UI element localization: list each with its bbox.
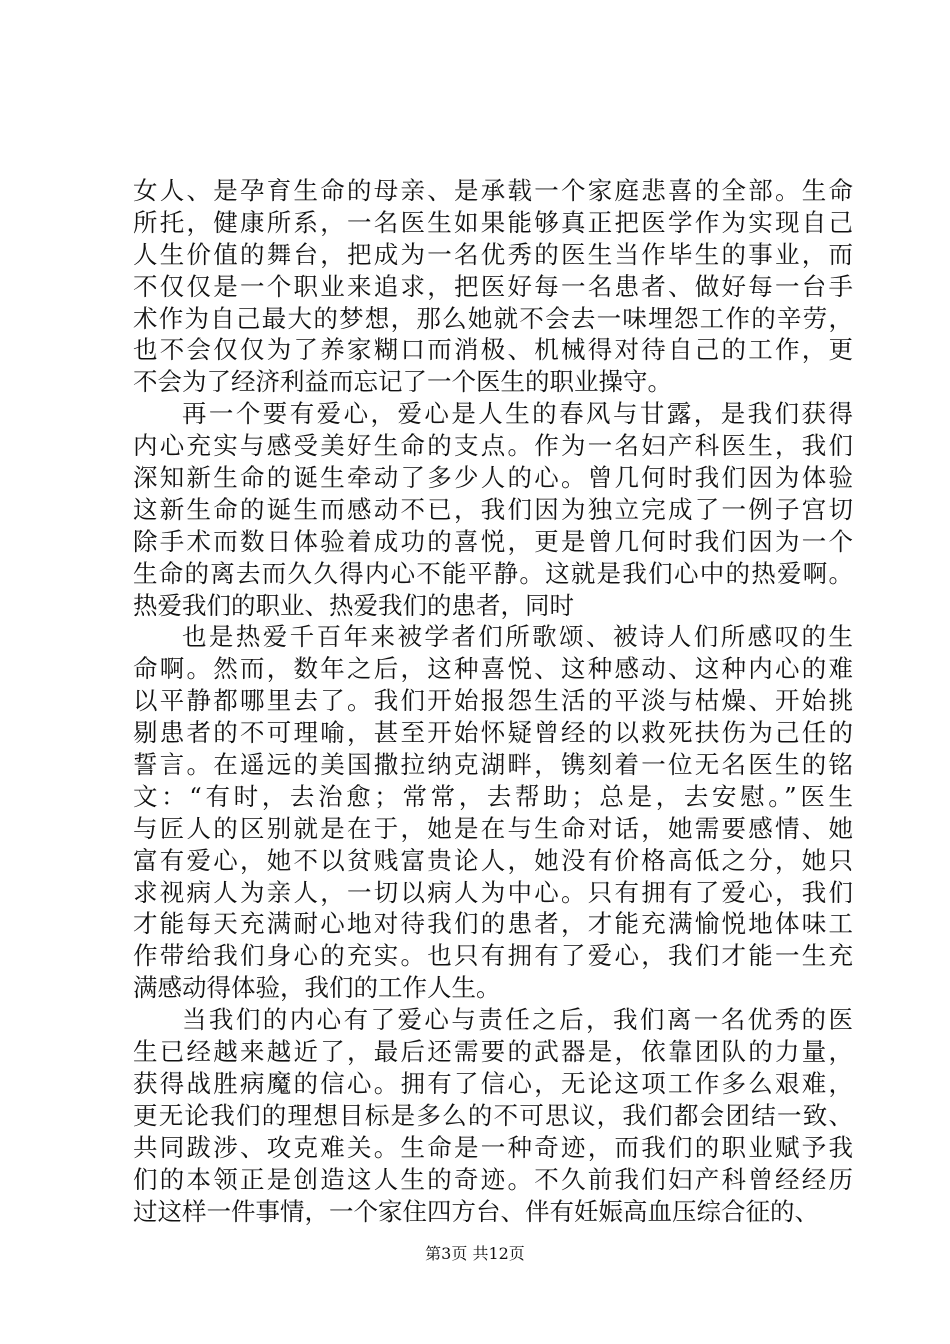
text-line: 剔患者的不可理喻，甚至开始怀疑曾经的以救死扶伤为己任的 (133, 718, 853, 748)
text-line: 女人、是孕育生命的母亲、是承载一个家庭悲喜的全部。生命 (133, 176, 853, 205)
text-line: 再一个要有爱心，爱心是人生的春风与甘露，是我们获得 (182, 399, 853, 429)
text-line: 满感动得体验，我们的工作人生。 (133, 973, 501, 1003)
text-line: 获得战胜病魔的信心。拥有了信心，无论这项工作多么艰难， (133, 1068, 853, 1098)
text-line: 当我们的内心有了爱心与责任之后，我们离一名优秀的医 (182, 1005, 853, 1035)
text-line: 内心充实与感受美好生命的支点。作为一名妇产科医生，我们 (133, 431, 853, 461)
text-line: 文：“有时，去治愈；常常，去帮助；总是，去安慰。”医生 (133, 781, 853, 811)
text-line: 除手术而数日体验着成功的喜悦，更是曾几何时我们因为一个 (133, 526, 853, 556)
text-line: 誓言。在遥远的美国撒拉纳克湖畔，镌刻着一位无名医生的铭 (133, 750, 853, 780)
text-line: 不仅仅是一个职业来追求，把医好每一名患者、做好每一台手 (133, 271, 853, 301)
paragraph (133, 621, 853, 1004)
page-footer: 第3页 共12页 (425, 1244, 525, 1263)
text-line: 这新生命的诞生而感动不已，我们因为独立完成了一例子宫切 (133, 494, 853, 524)
text-line: 作带给我们身心的充实。也只有拥有了爱心，我们才能一生充 (133, 941, 853, 971)
text-line: 以平静都哪里去了。我们开始报怨生活的平淡与枯燥、开始挑 (133, 686, 853, 716)
text-line: 深知新生命的诞生牵动了多少人的心。曾几何时我们因为体验 (133, 463, 853, 493)
text-line: 也是热爱千百年来被学者们所歌颂、被诗人们所感叹的生 (182, 622, 853, 652)
text-line: 所托，健康所系，一名医生如果能够真正把医学作为实现自己 (133, 207, 853, 237)
text-line: 人生价值的舞台，把成为一名优秀的医生当作毕生的事业，而 (133, 239, 853, 269)
text-line: 与匠人的区别就是在于，她是在与生命对话，她需要感情、她 (133, 813, 853, 843)
text-line: 们的本领正是创造这人生的奇迹。不久前我们妇产科曾经经历 (133, 1164, 853, 1194)
text-line: 术作为自己最大的梦想，那么她就不会去一味埋怨工作的辛劳， (133, 303, 853, 333)
text-line: 更无论我们的理想目标是多么的不可思议，我们都会团结一致、 (133, 1100, 853, 1130)
text-line: 才能每天充满耐心地对待我们的患者，才能充满愉悦地体味工 (133, 909, 853, 939)
text-line: 生命的离去而久久得内心不能平静。这就是我们心中的热爱啊。 (133, 558, 853, 588)
paragraph (133, 175, 853, 398)
text-line: 热爱我们的职业、热爱我们的患者，同时 (133, 590, 574, 620)
text-line: 富有爱心，她不以贫贱富贵论人，她没有价格高低之分，她只 (133, 845, 853, 875)
text-line: 求视病人为亲人，一切以病人为中心。只有拥有了爱心，我们 (133, 877, 853, 907)
text-line: 过这样一件事情，一个家住四方台、伴有妊娠高血压综合征的、 (133, 1196, 819, 1226)
text-line: 命啊。然而，数年之后，这种喜悦、这种感动、这种内心的难 (133, 654, 853, 684)
paragraph (133, 1004, 853, 1227)
paragraph (133, 398, 853, 621)
text-line: 不会为了经济利益而忘记了一个医生的职业操守。 (133, 367, 672, 397)
text-line: 生已经越来越近了，最后还需要的武器是，依靠团队的力量， (133, 1037, 853, 1067)
text-line: 共同跋涉、攻克难关。生命是一种奇迹，而我们的职业赋予我 (133, 1132, 853, 1162)
text-line: 也不会仅仅为了养家糊口而消极、机械得对待自己的工作，更 (133, 335, 853, 365)
document-body (133, 175, 853, 1227)
